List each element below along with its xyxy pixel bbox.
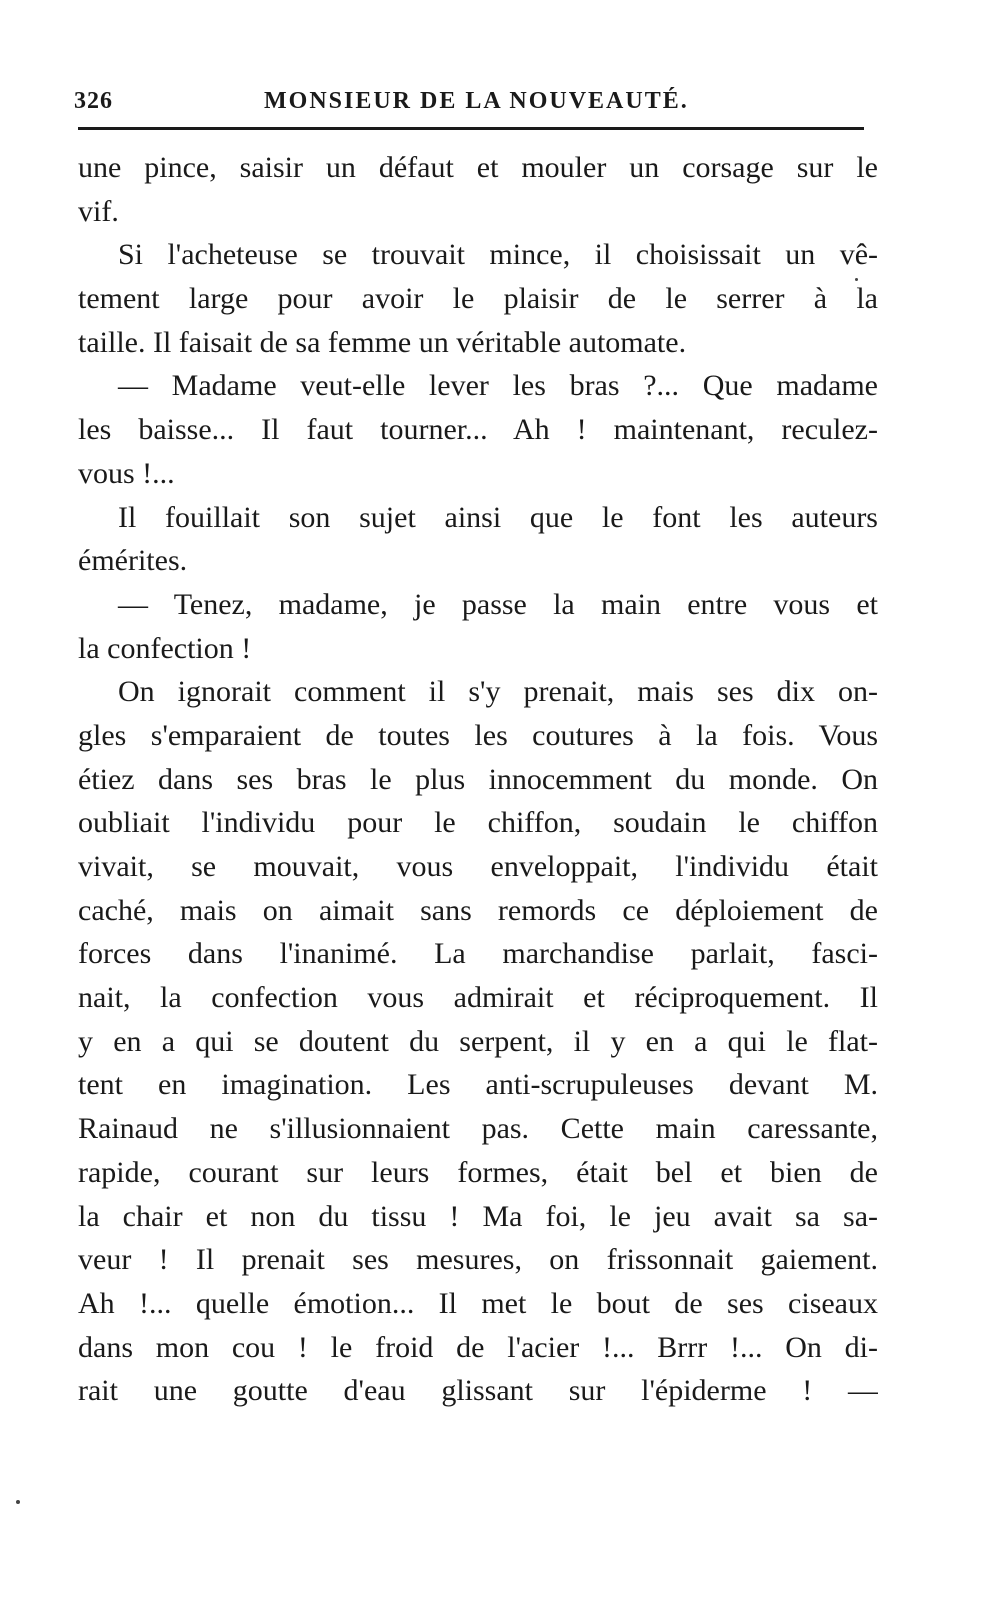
text-line: rait une goutte d'eau glissant sur l'épiderme ! —: [78, 1374, 878, 1408]
text-line: la chair et non du tissu ! Ma foi, le jeu avait sa sa-: [78, 1199, 878, 1233]
running-title: MONSIEUR DE LA NOUVEAUTÉ.: [264, 88, 689, 114]
text-line: nait, la confection vous admirait et réciproquement. Il: [78, 981, 878, 1015]
header-rule: [78, 127, 864, 130]
body-text: [78, 146, 878, 1413]
text-line: vivait, se mouvait, vous enveloppait, l'individu était: [78, 850, 878, 883]
scan-speck: [16, 1500, 20, 1504]
text-line: vif.: [78, 194, 119, 228]
text-line: Rainaud ne s'illusionnaient pas. Cette main caressante,: [78, 1112, 878, 1146]
text-line: caché, mais on aimait sans remords ce déploiement de: [78, 893, 878, 927]
text-line: Si l'acheteuse se trouvait mince, il choisissait un vê-: [118, 238, 878, 272]
text-line: la confection !: [78, 631, 252, 665]
text-line: Ah !... quelle émotion... Il met le bout de ses ciseaux: [78, 1286, 878, 1320]
text-line: oubliait l'individu pour le chiffon, soudain le chiffon: [78, 806, 878, 840]
page-number: 326: [74, 88, 113, 114]
text-line: étiez dans ses bras le plus innocemment du monde. On: [78, 762, 878, 796]
text-line: taille. Il faisait de sa femme un véritable automate.: [78, 325, 687, 359]
text-line: gles s'emparaient de toutes les coutures à la fois. Vous: [78, 718, 878, 752]
text-line: — Tenez, madame, je passe la main entre vous et: [118, 587, 878, 621]
text-line: tent en imagination. Les anti-scrupuleuses devant M.: [78, 1068, 878, 1102]
text-line: vous !...: [78, 456, 175, 490]
text-line: — Madame veut-elle lever les bras ?... Que madame: [118, 369, 878, 403]
text-line: forces dans l'inanimé. La marchandise parlait, fasci-: [78, 937, 878, 971]
scan-speck: [855, 278, 858, 281]
text-line: dans mon cou ! le froid de l'acier !... Brrr !... On di-: [78, 1330, 878, 1364]
text-line: les baisse... Il faut tourner... Ah ! maintenant, reculez-: [78, 413, 878, 447]
text-line: veur ! Il prenait ses mesures, on frissonnait gaiement.: [78, 1243, 878, 1277]
text-line: y en a qui se doutent du serpent, il y en a qui le flat-: [78, 1024, 878, 1058]
text-line: On ignorait comment il s'y prenait, mais ses dix on-: [118, 675, 878, 709]
text-line: une pince, saisir un défaut et mouler un corsage sur le: [78, 151, 878, 184]
text-line: rapide, courant sur leurs formes, était bel et bien de: [78, 1155, 878, 1189]
text-line: émérites.: [78, 544, 188, 578]
text-line: Il fouillait son sujet ainsi que le font les auteurs: [118, 500, 878, 534]
text-line: tement large pour avoir le plaisir de le serrer à la: [78, 282, 878, 316]
page-header: [74, 78, 864, 118]
